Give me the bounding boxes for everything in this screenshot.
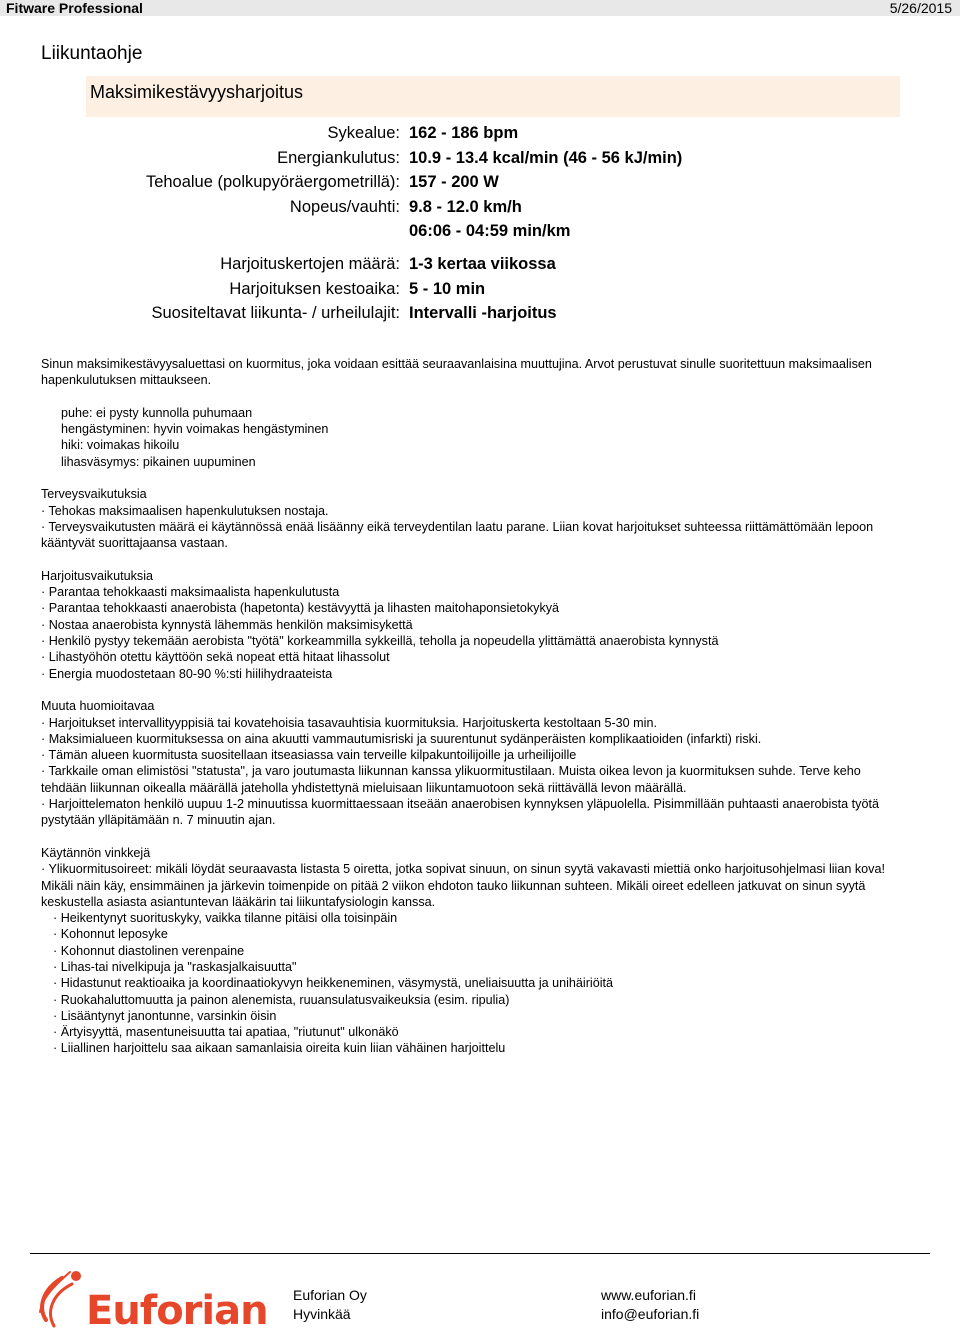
param-row-heart-rate [0,124,960,148]
indicator-item: hengästyminen: hyvin voimakas hengästyminen [61,422,329,437]
contact-info [601,1286,699,1324]
symptom-item: · Liiallinen harjoittelu saa aikaan samanlaisia oireita kuin liian vähäinen harjoittelu [53,1041,506,1056]
symptom-item: · Ärtyisyyttä, masentuneisuutta tai apatiaa, "riutunut" ulkonäkö [53,1025,399,1040]
symptom-item: · Lisääntynyt janontunne, varsinkin öisin [53,1008,277,1023]
param-row-speed [0,198,960,222]
training-item: · Energia muodostetaan 80-90 %:sti hiilihydraateista [41,666,333,681]
exercise-title-band [86,76,900,117]
health-item: · Tehokas maksimaalisen hapenkulutuksen nostaja. [41,503,329,518]
param-label: Energiankulutus: [277,148,400,167]
email-link[interactable]: info@euforian.fi [601,1306,700,1322]
notes-item: · Harjoitukset intervallityyppisiä tai kovatehoisia tasavauhtisia kuormituksia. Harjoituskerta kestoltaan 5-30 min. [41,715,657,730]
top-bar [0,0,960,16]
param-label: Harjoituksen kestoaika: [229,279,400,298]
param-value: 1-3 kertaa viikossa [409,255,556,273]
param-value: 06:06 - 04:59 min/km [409,222,571,240]
symptom-list [41,910,901,1057]
indicator-item: lihasväsymys: pikainen uupuminen [61,454,256,469]
param-label: Harjoituskertojen määrä: [220,255,400,273]
tips-section-title: Käytännön vinkkejä [41,845,151,860]
param-row-pace [0,222,960,246]
param-value: 9.8 - 12.0 km/h [409,197,522,216]
symptom-item: · Lihas-tai nivelkipuja ja "raskasjalkaisuutta" [53,959,297,974]
report-date: 5/26/2015 [889,0,952,16]
instruction-body [41,356,901,1057]
param-label: Nopeus/vauhti: [289,197,400,216]
notes-item: · Maksimialueen kuormituksessa on aina akuutti vammautumisriski ja suurentunut sydänperäisten komplikaatioiden (infarkti) riski. [41,731,762,746]
param-value: 162 - 186 bpm [409,124,519,142]
symptom-item: · Ruokahaluttomuutta ja painon alenemista, ruuansulatusvaikeuksia (esim. ripulia) [53,992,510,1007]
param-row-duration [0,280,960,304]
param-value: 5 - 10 min [409,279,486,298]
training-item: · Henkilö pystyy tekemään aerobista "työtä" korkeammilla sykkeillä, teholla ja nopeudella ylittämättä anaerobista kynnystä [41,634,719,649]
training-item: · Parantaa tehokkaasti maksimaalista hapenkulutusta [41,585,340,600]
indicator-item: hiki: voimakas hikoilu [61,438,180,453]
app-name: Fitware Professional [6,0,143,16]
param-label: Sykealue: [327,124,400,142]
health-item: · Terveysvaikutusten määrä ei käytännössä enää lisäänny eikä terveydentilan laatu parane. Liian kovat harjoitukset suhteessa riittämättömään lepoon kääntyvät suorittajaansa vastaan. [41,519,874,551]
symptom-item: · Heikentynyt suorituskyky, vaikka tilanne pitäisi olla toisinpäin [53,911,398,926]
notes-section-title: Muuta huomioitavaa [41,699,155,714]
symptom-item: · Hidastunut reaktioaika ja koordinaatiokyvyn heikkeneminen, väsymystä, uneliaisuutta ja unihäiriöitä [53,976,614,991]
symptom-item: · Kohonnut leposyke [53,927,168,942]
training-section-title: Harjoitusvaikutuksia [41,568,153,583]
brand-wordmark: Euforian [86,1288,268,1334]
notes-item: · Tämän alueen kuormitusta suositellaan itseasiassa vain terveille kilpakuntoilijoille ja urheilijoille [41,748,577,763]
company-name: Euforian Oy [293,1287,367,1303]
health-section-title: Terveysvaikutuksia [41,487,147,502]
company-city: Hyvinkää [293,1306,351,1322]
param-row-power [0,173,960,197]
website-link[interactable]: www.euforian.fi [601,1287,696,1303]
training-item: · Nostaa anaerobista kynnystä lähemmäs henkilön maksimisykettä [41,617,413,632]
param-value: 10.9 - 13.4 kcal/min (46 - 56 kJ/min) [409,148,683,167]
notes-item: · Harjoittelematon henkilö uupuu 1-2 minuutissa kuormittaessaan itseään anaerobisen kynnyksen yläpuolella. Pisimmillään puhtaasti anaerobista työtä pystytään ylläpitämään n. 7 minuutin ajan. [41,797,879,828]
indicator-item: puhe: ei pysty kunnolla puhumaan [61,405,253,420]
company-info [293,1286,367,1324]
param-row-energy [0,149,960,173]
param-row-sports [0,304,960,328]
footer-divider [30,1253,930,1254]
param-label: Tehoalue (polkupyöräergometrillä): [145,173,400,191]
notes-item: · Tarkkaile oman elimistösi "statusta", ja varo joutumasta liikunnan kanssa ylikuormitustilaan. Muista oikea levon ja kuormituksen suhde. Terve keho tehdään liikunnan oikealla määrällä jateholla yhdistettynä mieluisaan liikuntamuotoon sekä riittävällä levon määrällä. [41,764,861,795]
param-value: Intervalli -harjoitus [409,304,557,322]
param-row-frequency [0,255,960,279]
page-title: Liikuntaohje [41,43,143,64]
load-indicators [41,405,901,470]
intro-paragraph: Sinun maksimikestävyysaluettasi on kuormitus, joka voidaan esittää seuraavanlaisina muuttujina. Arvot perustuvat sinulle suoritettuun maksimaalisen hapenkulutuksen mittaukseen. [41,357,872,388]
symptom-item: · Kohonnut diastolinen verenpaine [53,943,245,958]
training-item: · Parantaa tehokkaasti anaerobista (hapetonta) kestävyyttä ja lihasten maitohaponsietokykyä [41,601,560,616]
training-item: · Lihastyöhön otettu käyttöön sekä nopeat että hitaat lihassolut [41,650,390,665]
tips-intro: · Ylikuormitusoireet: mikäli löydät seuraavasta listasta 5 oiretta, jotka sopivat sinuun, on sinun syytä vakavasti miettiä onko harjoitusohjelmasi liian kova! Mikäli näin käy, ensimmäinen ja järkevin toimenpide on pitää 2 viikon ehdoton tauko liikunnan suhteen. Mikäli oireet edelleen jatkuvat on sinun syytä keskustella asiasta asiantuntevan lääkärin tai liikuntafysiologin kanssa. [41,862,885,909]
param-label: Suositeltavat liikunta- / urheilulajit: [151,304,400,322]
param-value: 157 - 200 W [409,173,499,191]
exercise-title: Maksimikestävyysharjoitus [90,82,304,102]
